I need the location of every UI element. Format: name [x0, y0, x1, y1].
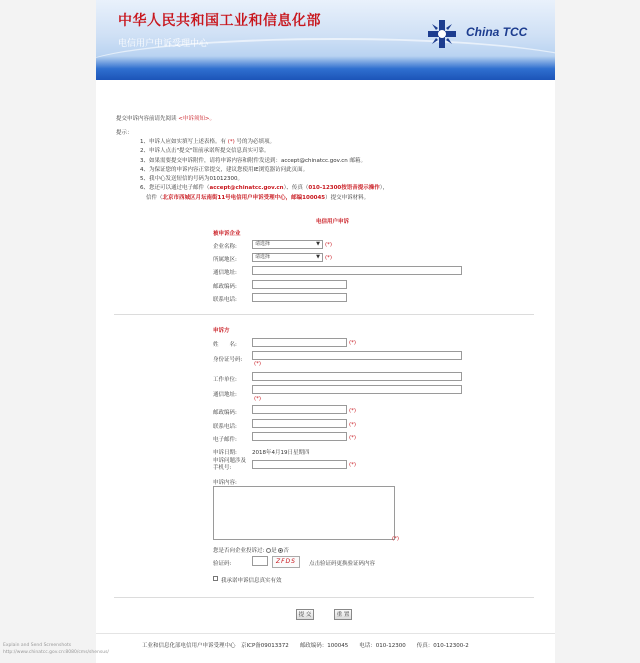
- tip-2: 2、申诉人点击"提交"钮前承诺所提交信息真实可靠。: [140, 148, 270, 155]
- tips-list: [140, 138, 388, 203]
- comm-address-label: 通信地址:: [213, 392, 237, 398]
- required-mark: (*): [254, 396, 262, 402]
- company-phone-input[interactable]: [252, 293, 347, 302]
- required-mark: (*): [254, 361, 262, 367]
- tip-6: 6、您还可以通过电子邮件（accept@chinatcc.gov.cn）、传真（010-12300按语音提示操作），: [140, 185, 389, 192]
- c-phone-label: 联系电话:: [213, 424, 237, 430]
- c-phone-input[interactable]: [252, 419, 347, 428]
- region-select[interactable]: 请选择 ▼: [252, 253, 323, 262]
- name-input[interactable]: [252, 338, 347, 347]
- problem-phone-input[interactable]: [252, 460, 347, 469]
- page-container: [96, 0, 555, 663]
- date-label: 申诉日期:: [213, 450, 237, 456]
- required-mark: (*): [349, 422, 357, 428]
- c-postcode-label: 邮政编码:: [213, 410, 237, 416]
- captcha-input[interactable]: [252, 556, 268, 566]
- company-phone-label: 联系电话:: [213, 297, 237, 303]
- c-postcode-input[interactable]: [252, 405, 347, 414]
- submit-button[interactable]: 提 交: [296, 609, 314, 620]
- company-address-input[interactable]: [252, 266, 462, 275]
- notice-prefix: 提交申诉内容前请先阅读: [116, 116, 179, 122]
- required-mark: (*): [325, 255, 333, 261]
- captcha-image[interactable]: ZFDS: [272, 556, 300, 568]
- work-unit-label: 工作单位:: [213, 377, 237, 383]
- tip-4: 4、为保证您的申诉内容正常提交，建议您使用IE浏览器访问此页面。: [140, 166, 309, 173]
- credit-line-1: Explain and Send Screenshots: [3, 643, 72, 648]
- region-label: 所属地区:: [213, 257, 237, 263]
- section-divider: [114, 314, 534, 315]
- tip-5: 5、我中心发送短信的号码为01012300。: [140, 176, 243, 183]
- ministry-title: 中华人民共和国工业和信息化部: [118, 13, 321, 29]
- required-mark: (*): [349, 435, 357, 441]
- company-name-label: 企业名称:: [213, 244, 237, 250]
- tip-1: 1、申诉人应如实填写上述表格。有 (*) 号的为必填项。: [140, 139, 276, 145]
- complainant-section-title: 申诉方: [213, 328, 230, 334]
- credit-line-2: http://www.chinatcc.gov.cn:8080/cms/shensus/: [3, 650, 109, 655]
- content-label: 申诉内容:: [213, 480, 237, 486]
- promise-checkbox[interactable]: [213, 576, 218, 581]
- company-name-select[interactable]: 请选择 ▼: [252, 240, 323, 249]
- required-mark: (*): [325, 242, 333, 248]
- date-value: 2018年4月19日星期四: [252, 450, 310, 456]
- tip-7: 信件（北京市西城区月坛南街11号电信用户申诉受理中心，邮编100045）提交申诉材料。: [146, 194, 370, 201]
- required-mark: (*): [349, 408, 357, 414]
- id-number-label: 身份证号码:: [213, 357, 243, 363]
- email-label: 电子邮件:: [213, 437, 237, 443]
- name-label: 姓 名:: [213, 342, 237, 348]
- china-tcc-logo-icon: [426, 18, 458, 50]
- work-unit-input[interactable]: [252, 372, 462, 381]
- required-mark: (*): [392, 536, 400, 542]
- id-number-input[interactable]: [252, 351, 462, 360]
- reset-button[interactable]: 重 置: [334, 609, 352, 620]
- company-address-label: 通信地址:: [213, 270, 237, 276]
- notice-heading: [116, 114, 215, 122]
- promise-label: 我承诺申诉信息真实有效: [221, 578, 282, 584]
- footer-text: 工业和信息化部电信用户申诉受理中心 京ICP备09013372 邮政编码：100045 电话：010-12300 传真：010-12300-2: [142, 643, 469, 649]
- china-tcc-logo-text: China TCC: [466, 25, 528, 39]
- required-mark: (*): [349, 340, 357, 346]
- captcha-label: 验证码:: [213, 561, 232, 567]
- chevron-down-icon: ▼: [316, 254, 320, 260]
- tips-label: 提示：: [116, 130, 133, 136]
- problem-phone-label: 申诉问题涉及手机号:: [213, 458, 247, 471]
- content-textarea[interactable]: [213, 486, 395, 540]
- site-banner: [96, 0, 555, 80]
- form-title: 电信用户申诉: [316, 219, 350, 225]
- center-subtitle: 电信用户申诉受理中心: [118, 39, 209, 49]
- section-divider: [114, 597, 534, 598]
- captcha-hint[interactable]: 点击验证码更换验证码内容: [309, 561, 376, 567]
- tip-3: 3、如果需要提交申诉附件，请将申诉内容和附件发送到：accept@chinatcc.gov.cn 邮箱。: [140, 157, 366, 164]
- company-postcode-input[interactable]: [252, 280, 347, 289]
- company-postcode-label: 邮政编码:: [213, 284, 237, 290]
- comm-address-input[interactable]: [252, 385, 462, 394]
- required-mark: (*): [349, 462, 357, 468]
- complained-question: 您是否向企业投诉过: 是 否: [213, 548, 289, 554]
- email-input[interactable]: [252, 432, 347, 441]
- notice-link[interactable]: <申诉须知>。: [178, 116, 215, 122]
- chevron-down-icon: ▼: [316, 241, 320, 247]
- company-section-title: 被申诉企业: [213, 231, 241, 237]
